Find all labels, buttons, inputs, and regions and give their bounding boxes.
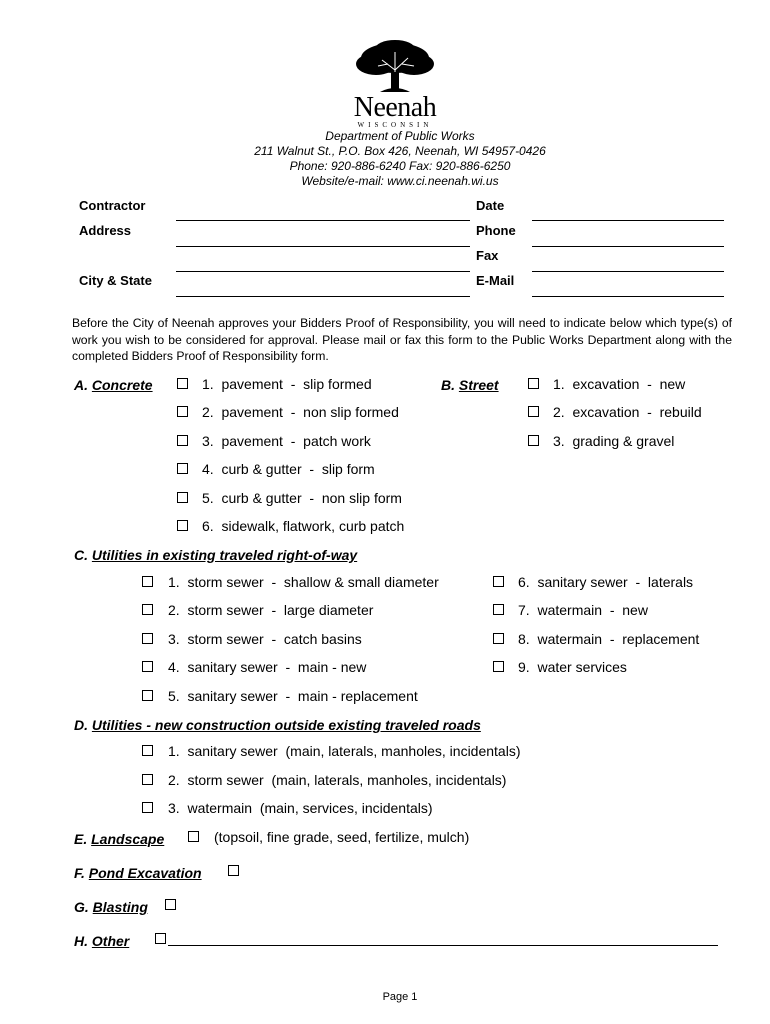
- checkbox-c9[interactable]: [493, 661, 504, 672]
- item-c4: 4. sanitary sewer - main - new: [168, 659, 367, 675]
- item-c9: 9. water services: [518, 659, 627, 675]
- section-c-title: Utilities in existing traveled right-of-way: [91, 547, 358, 563]
- contractor-label: Contractor: [79, 198, 146, 213]
- checkbox-c1[interactable]: [142, 576, 153, 587]
- email-label: E-Mail: [476, 273, 515, 288]
- checkbox-c6[interactable]: [493, 576, 504, 587]
- checkbox-a2[interactable]: [177, 406, 188, 417]
- city-state-field[interactable]: [176, 296, 470, 297]
- section-b-letter: B.: [441, 377, 455, 393]
- item-c7: 7. watermain - new: [518, 602, 648, 618]
- checkbox-e[interactable]: [188, 831, 199, 842]
- department-address: 211 Walnut St., P.O. Box 426, Neenah, WI 54957-0426: [254, 144, 546, 158]
- section-f-title: Pond Excavation: [88, 865, 202, 881]
- phone-field[interactable]: [532, 246, 724, 247]
- date-label: Date: [476, 198, 505, 213]
- item-c2: 2. storm sewer - large diameter: [168, 602, 374, 618]
- item-a3: 3. pavement - patch work: [202, 433, 371, 449]
- item-b2: 2. excavation - rebuild: [553, 404, 702, 420]
- checkbox-a6[interactable]: [177, 520, 188, 531]
- neenah-logo: [340, 40, 450, 130]
- section-h-title: Other: [91, 933, 130, 949]
- checkbox-h[interactable]: [155, 933, 166, 944]
- city-state-label: City & State: [79, 273, 152, 288]
- checkbox-a3[interactable]: [177, 435, 188, 446]
- fax-label: Fax: [476, 248, 499, 263]
- item-c3: 3. storm sewer - catch basins: [168, 631, 362, 647]
- checkbox-b3[interactable]: [528, 435, 539, 446]
- item-c5: 5. sanitary sewer - main - replacement: [168, 688, 418, 704]
- logo-subtext: WISCONSIN: [357, 121, 433, 129]
- section-c-letter: C.: [74, 547, 88, 563]
- phone-label: Phone: [476, 223, 516, 238]
- checkbox-c8[interactable]: [493, 633, 504, 644]
- item-a6: 6. sidewalk, flatwork, curb patch: [202, 518, 405, 534]
- section-d-letter: D.: [74, 717, 88, 733]
- checkbox-b2[interactable]: [528, 406, 539, 417]
- intro-paragraph: Before the City of Neenah approves your Bidders Proof of Responsibility, you will need to indicate below which type(s) of work you wish to be considered for approval. Please mail or fax this form to the Public Works Department along with the completed Bidders Proof of Responsibility form.: [72, 316, 732, 364]
- address-field-2[interactable]: [176, 271, 470, 272]
- checkbox-b1[interactable]: [528, 378, 539, 389]
- checkbox-a4[interactable]: [177, 463, 188, 474]
- section-g-letter: G.: [74, 899, 89, 915]
- checkbox-c7[interactable]: [493, 604, 504, 615]
- logo-wordmark: Neenah: [353, 92, 437, 123]
- section-b-heading: [441, 377, 499, 393]
- item-d2: 2. storm sewer (main, laterals, manholes, incidentals): [168, 772, 507, 788]
- item-a2: 2. pavement - non slip formed: [202, 404, 399, 420]
- department-website: Website/e-mail: www.ci.neenah.wi.us: [301, 174, 499, 188]
- section-d-heading: [74, 717, 481, 733]
- checkbox-c5[interactable]: [142, 690, 153, 701]
- checkbox-d1[interactable]: [142, 745, 153, 756]
- item-c1: 1. storm sewer - shallow & small diameter: [168, 574, 439, 590]
- section-g-heading: [74, 899, 148, 915]
- section-g-title: Blasting: [92, 899, 148, 915]
- checkbox-d2[interactable]: [142, 774, 153, 785]
- section-h-letter: H.: [74, 933, 88, 949]
- section-a-title: Concrete: [91, 377, 153, 393]
- item-c6: 6. sanitary sewer - laterals: [518, 574, 694, 590]
- date-field[interactable]: [532, 220, 724, 221]
- other-field[interactable]: [168, 945, 718, 946]
- item-e-note: (topsoil, fine grade, seed, fertilize, mulch): [214, 829, 470, 845]
- address-label: Address: [79, 223, 132, 238]
- page-number: Page 1: [382, 991, 418, 1003]
- checkbox-f[interactable]: [228, 865, 239, 876]
- item-d3: 3. watermain (main, services, incidentals): [168, 800, 433, 816]
- section-b-title: Street: [458, 377, 499, 393]
- section-e-heading: [74, 831, 164, 847]
- checkbox-c3[interactable]: [142, 633, 153, 644]
- section-e-title: Landscape: [91, 831, 165, 847]
- item-d1: 1. sanitary sewer (main, laterals, manholes, incidentals): [168, 743, 521, 759]
- email-field[interactable]: [532, 296, 724, 297]
- checkbox-c2[interactable]: [142, 604, 153, 615]
- checkbox-d3[interactable]: [142, 802, 153, 813]
- section-h-heading: [74, 933, 129, 949]
- contractor-field[interactable]: [176, 220, 470, 221]
- item-a1: 1. pavement - slip formed: [202, 376, 372, 392]
- tree-icon: [340, 40, 450, 96]
- department-name: Department of Public Works: [325, 129, 475, 143]
- section-a-heading: [74, 377, 153, 393]
- item-a5: 5. curb & gutter - non slip form: [202, 490, 402, 506]
- checkbox-a1[interactable]: [177, 378, 188, 389]
- checkbox-g[interactable]: [165, 899, 176, 910]
- item-b3: 3. grading & gravel: [553, 433, 675, 449]
- section-f-letter: F.: [74, 865, 85, 881]
- section-d-title: Utilities - new construction outside existing traveled roads: [91, 717, 481, 733]
- section-c-heading: [74, 547, 357, 563]
- item-b1: 1. excavation - new: [553, 376, 686, 392]
- section-f-heading: [74, 865, 202, 881]
- section-e-letter: E.: [74, 831, 88, 847]
- address-field[interactable]: [176, 246, 470, 247]
- fax-field[interactable]: [532, 271, 724, 272]
- item-a4: 4. curb & gutter - slip form: [202, 461, 375, 477]
- checkbox-a5[interactable]: [177, 492, 188, 503]
- section-a-letter: A.: [74, 377, 88, 393]
- checkbox-c4[interactable]: [142, 661, 153, 672]
- department-phone-fax: Phone: 920-886-6240 Fax: 920-886-6250: [289, 159, 511, 173]
- item-c8: 8. watermain - replacement: [518, 631, 700, 647]
